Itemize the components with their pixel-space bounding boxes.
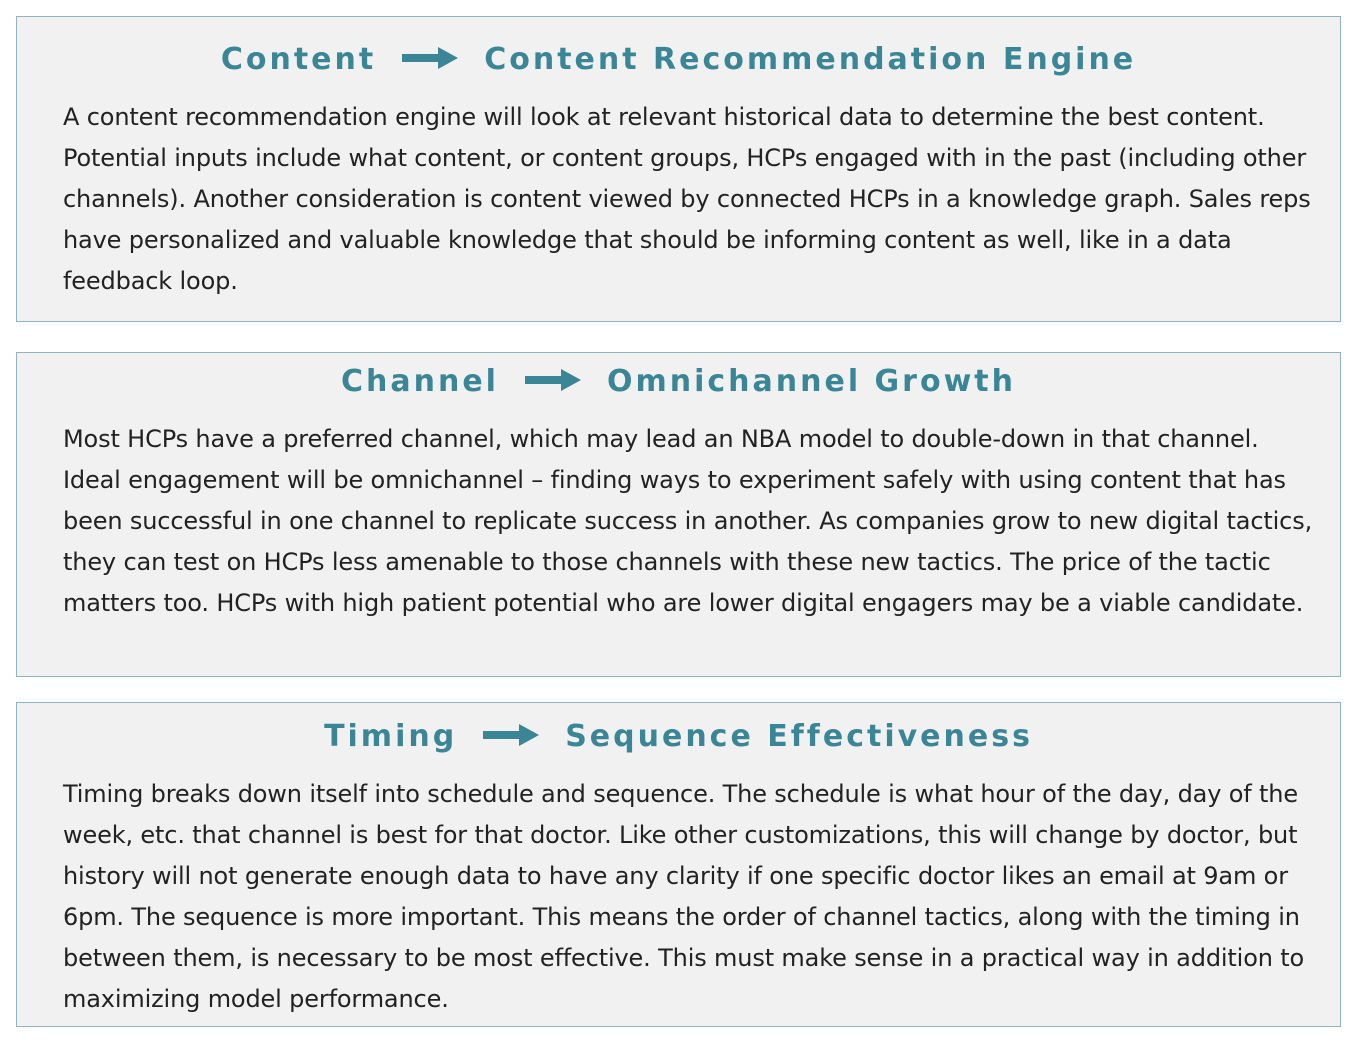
heading-to-label: Omnichannel Growth bbox=[606, 363, 1016, 399]
section-heading bbox=[17, 716, 1340, 757]
section-heading bbox=[17, 361, 1340, 402]
section-body-text: A content recommendation engine will look at relevant historical data to determine the best content. Potential inputs include what content, or content groups, HCPs engaged with in the past (including other channels). Another consideration is content viewed by connected HCPs in a knowledge graph. Sales reps have personalized and valuable knowledge that should be informing content as well, like in a data feedback loop. bbox=[63, 103, 1311, 295]
section-body-text: Most HCPs have a preferred channel, which may lead an NBA model to double-down in that channel. Ideal engagement will be omnichannel – finding ways to experiment safely with using content that has been successful in one channel to replicate success in another. As companies grow to new digital tactics, they can test on HCPs less amenable to those channels with these new tactics. The price of the tactic matters too. HCPs with high patient potential who are lower digital engagers may be a viable candidate. bbox=[63, 425, 1313, 617]
arrow-right-icon bbox=[483, 724, 539, 746]
heading-from-label: Content bbox=[220, 41, 377, 77]
section-heading bbox=[17, 39, 1340, 80]
section-card-channel bbox=[16, 352, 1341, 677]
heading-to-label: Content Recommendation Engine bbox=[484, 41, 1137, 77]
section-body-text: Timing breaks down itself into schedule and sequence. The schedule is what hour of the day, day of the week, etc. that channel is best for that doctor. Like other customizations, this will change by doctor, but history will not generate enough data to have any clarity if one specific doctor likes an email at 9am or 6pm. The sequence is more important. This means the order of channel tactics, along with the timing in between them, is necessary to be most effective. This must make sense in a practical way in addition to maximizing model performance. bbox=[63, 780, 1305, 1013]
heading-from-label: Timing bbox=[324, 718, 458, 754]
section-card-content bbox=[16, 16, 1341, 322]
arrow-right-icon bbox=[402, 47, 458, 69]
heading-to-label: Sequence Effectiveness bbox=[565, 718, 1033, 754]
arrow-right-icon bbox=[525, 369, 581, 391]
heading-from-label: Channel bbox=[341, 363, 499, 399]
section-card-timing bbox=[16, 702, 1341, 1027]
